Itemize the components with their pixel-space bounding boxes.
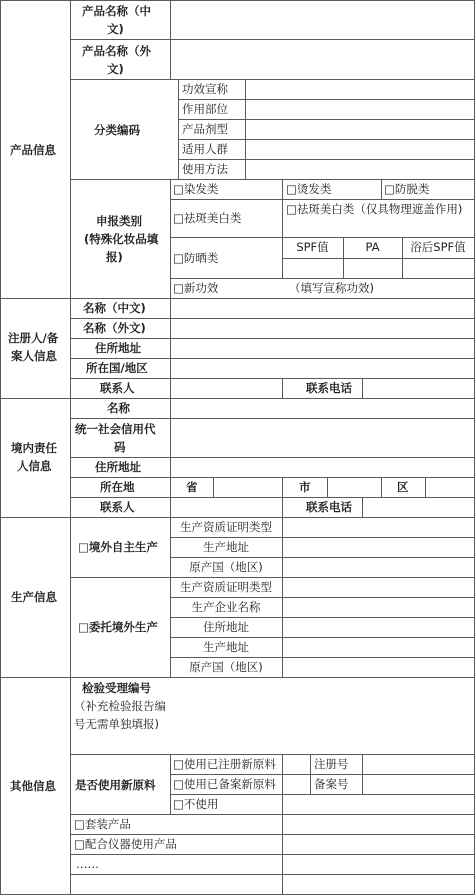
section-production: 生产信息 [11, 590, 57, 604]
label-commission-origin: 原产国（地区) [189, 660, 263, 674]
label-declare-category-1: 申报类别 [96, 214, 142, 228]
note-inspection: （补充检验报告编号无需单独填报) [74, 699, 166, 731]
section-product-info: 产品信息 [10, 143, 56, 157]
label-domestic-contact: 联系人 [100, 500, 135, 514]
label-registrant-country: 所在国/地区 [86, 361, 148, 375]
label-declare-category-3: 报) [106, 250, 123, 264]
label-product-name-foreign-2: 文) [107, 62, 124, 76]
label-category-code: 分类编码 [94, 123, 140, 137]
label-self-address: 生产地址 [203, 540, 249, 554]
checkbox-hair-loss[interactable]: □防脱类 [384, 182, 430, 196]
label-registrant-phone: 联系电话 [306, 381, 352, 395]
label-pa: PA [365, 240, 380, 254]
checkbox-dye[interactable]: □染发类 [173, 182, 219, 196]
checkbox-commission-production[interactable]: □委托境外生产 [78, 620, 158, 634]
label-bath-spf: 浴后SPF值 [410, 240, 466, 254]
checkbox-perm[interactable]: □烫发类 [286, 182, 332, 196]
label-commission-production-address: 生产地址 [203, 640, 249, 654]
checkbox-whitening-physical[interactable]: □祛斑美白类（仅具物理遮盖作用) [286, 202, 463, 216]
label-district: 区 [397, 480, 409, 494]
label-commission-company: 生产企业名称 [191, 600, 261, 614]
label-province: 省 [186, 480, 198, 494]
label-city: 市 [299, 480, 311, 494]
label-domestic-phone: 联系电话 [306, 500, 352, 514]
label-usage-method: 使用方法 [182, 162, 228, 176]
section-registrant-1: 注册人/备 [8, 331, 59, 345]
checkbox-registered-material[interactable]: □使用已注册新原料 [173, 757, 276, 771]
hint-new-efficacy: （填写宣称功效) [289, 281, 374, 295]
label-dosage-form: 产品剂型 [182, 122, 228, 136]
checkbox-new-efficacy[interactable]: □新功效 [173, 281, 219, 295]
label-inspection-number: 检验受理编号 [82, 681, 151, 695]
section-domestic-2: 人信息 [17, 459, 52, 473]
label-new-material: 是否使用新原料 [75, 778, 156, 792]
section-registrant-2: 案人信息 [11, 349, 57, 363]
label-self-qualification: 生产资质证明类型 [180, 520, 272, 534]
label-self-origin: 原产国（地区) [189, 560, 263, 574]
label-spf: SPF值 [296, 240, 329, 254]
checkbox-sunscreen[interactable]: □防晒类 [173, 251, 219, 265]
checkbox-kit-product[interactable]: □套装产品 [74, 817, 131, 831]
ellipsis: …… [76, 857, 99, 871]
label-credit-code-2: 码 [114, 440, 126, 454]
section-domestic-1: 境内责任 [11, 441, 57, 455]
label-efficacy-claim: 功效宣称 [182, 82, 228, 96]
checkbox-filed-material[interactable]: □使用已备案新原料 [173, 777, 276, 791]
checkbox-self-production[interactable]: □境外自主生产 [78, 540, 158, 554]
label-domestic-address: 住所地址 [95, 460, 141, 474]
field-product-name-cn[interactable] [171, 1, 474, 39]
label-declare-category-2: (特殊化妆品填 [84, 232, 159, 246]
label-location: 所在地 [100, 480, 135, 494]
label-commission-address: 住所地址 [203, 620, 249, 634]
checkbox-no-new-material[interactable]: □不使用 [173, 797, 219, 811]
label-target-group: 适用人群 [182, 142, 228, 156]
label-product-name-foreign-1: 产品名称（外 [82, 44, 151, 58]
label-credit-code-1: 统一社会信用代 [75, 422, 156, 436]
label-application-site: 作用部位 [182, 102, 228, 116]
section-other: 其他信息 [10, 779, 56, 793]
checkbox-device-product[interactable]: □配合仪器使用产品 [74, 837, 177, 851]
field-product-name-foreign[interactable] [171, 40, 474, 79]
label-filing-number: 备案号 [314, 777, 349, 791]
label-registrant-address: 住所地址 [95, 341, 141, 355]
label-commission-qualification: 生产资质证明类型 [180, 580, 272, 594]
label-registrant-name-foreign: 名称（外文) [83, 321, 146, 335]
label-product-name-cn-2: 文) [107, 22, 124, 36]
label-registrant-name-cn: 名称（中文) [83, 301, 146, 315]
label-registration-number: 注册号 [314, 757, 349, 771]
label-registrant-contact: 联系人 [100, 381, 135, 395]
label-product-name-cn-1: 产品名称（中 [82, 4, 151, 18]
checkbox-whitening[interactable]: □祛斑美白类 [173, 211, 242, 225]
label-domestic-name: 名称 [107, 401, 130, 415]
